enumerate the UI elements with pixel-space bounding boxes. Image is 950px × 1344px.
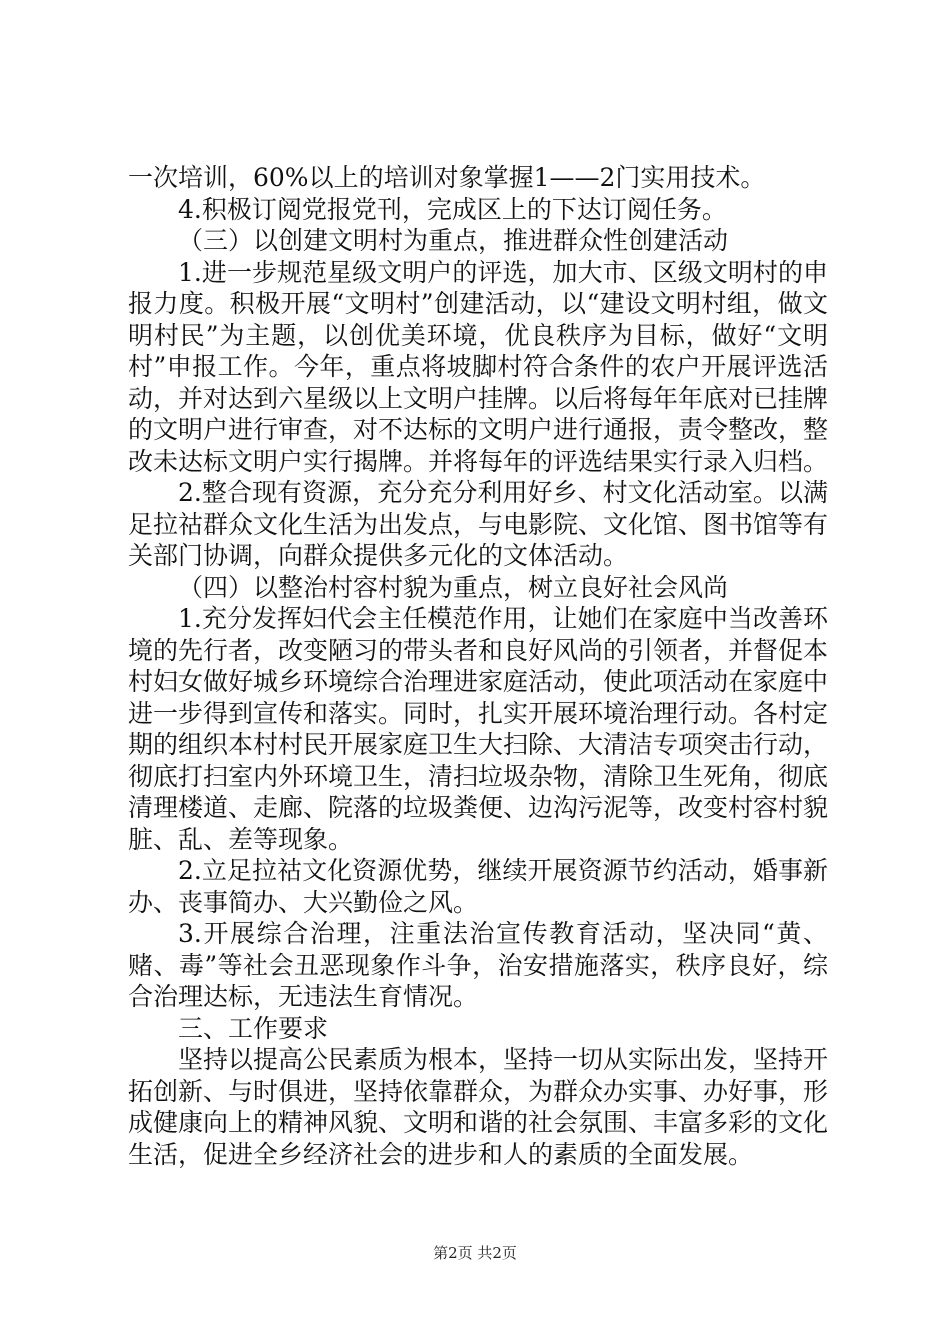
section-heading-work-requirements: 三、工作要求 (178, 1013, 329, 1043)
paragraph-item-3-governance: 3.开展综合治理，注重法治宣传教育活动，坚决同“黄、赌、毒”等社会丑恶现象作斗争，治安措施落实，秩序良好，综合治理达标，无违法生育情况。 (128, 919, 828, 1011)
paragraph-work-requirements: 坚持以提高公民素质为根本，坚持一切从实际出发，坚持开拓创新、与时俱进，坚持依靠群众，为群众办实事、办好事，形成健康向上的精神风貌、文明和谐的社会氛围、丰富多彩的文化生活，促进全乡经济社会的进步和人的素质的全面发展。 (128, 1045, 829, 1169)
paragraph-item-2-culture: 2.立足拉祜文化资源优势，继续开展资源节约活动，婚事新办、丧事简办、大兴勤俭之风。 (128, 856, 828, 917)
paragraph-item-1-civilized-households: 1.进一步规范星级文明户的评选，加大市、区级文明村的申报力度。积极开展“文明村”创建活动，以“建设文明村组，做文明村民”为主题，以创优美环境，优良秩序为目标，做好“文明村”申报工作。今年，重点将坡脚村符合条件的农户开展评选活动，并对达到六星级以上文明户挂牌。以后将每年年底对已挂牌的文明户进行审查，对不达标的文明户进行通报，责令整改，整改未达标文明户实行揭牌。并将每年的评选结果实行录入归档。 (128, 257, 829, 476)
paragraph-training-continued: 一次培训，60%以上的培训对象掌握1——2门实用技术。 (128, 163, 766, 192)
page-footer: 第2页 共2页 (433, 1244, 517, 1262)
paragraph-item-4-subscribe: 4.积极订阅党报党刊，完成区上的下达订阅任务。 (178, 194, 727, 224)
section-heading-3: （三）以创建文明村为重点，推进群众性创建活动 (178, 226, 729, 255)
section-heading-4: （四）以整治村容村貌为重点，树立良好社会风尚 (178, 572, 729, 602)
paragraph-item-2-resources: 2.整合现有资源，充分充分利用好乡、村文化活动室。以满足拉祜群众文化生活为出发点，与电影院、文化馆、图书馆等有关部门协调，向群众提供多元化的文体活动。 (128, 478, 829, 570)
paragraph-item-1-womens-role: 1.充分发挥妇代会主任模范作用，让她们在家庭中当改善环境的先行者，改变陋习的带头者和良好风尚的引领者，并督促本村妇女做好城乡环境综合治理进家庭活动，使此项活动在家庭中进一步得到宣传和落实。同时，扎实开展环境治理行动。各村定期的组织本村村民开展家庭卫生大扫除、大清洁专项突击行动，彻底打扫室内外环境卫生，清扫垃圾杂物，清除卫生死角，彻底清理楼道、走廊、院落的垃圾粪便、边沟污泥等，改变村容村貌脏、乱、差等现象。 (128, 604, 829, 854)
document-body (128, 162, 828, 1170)
